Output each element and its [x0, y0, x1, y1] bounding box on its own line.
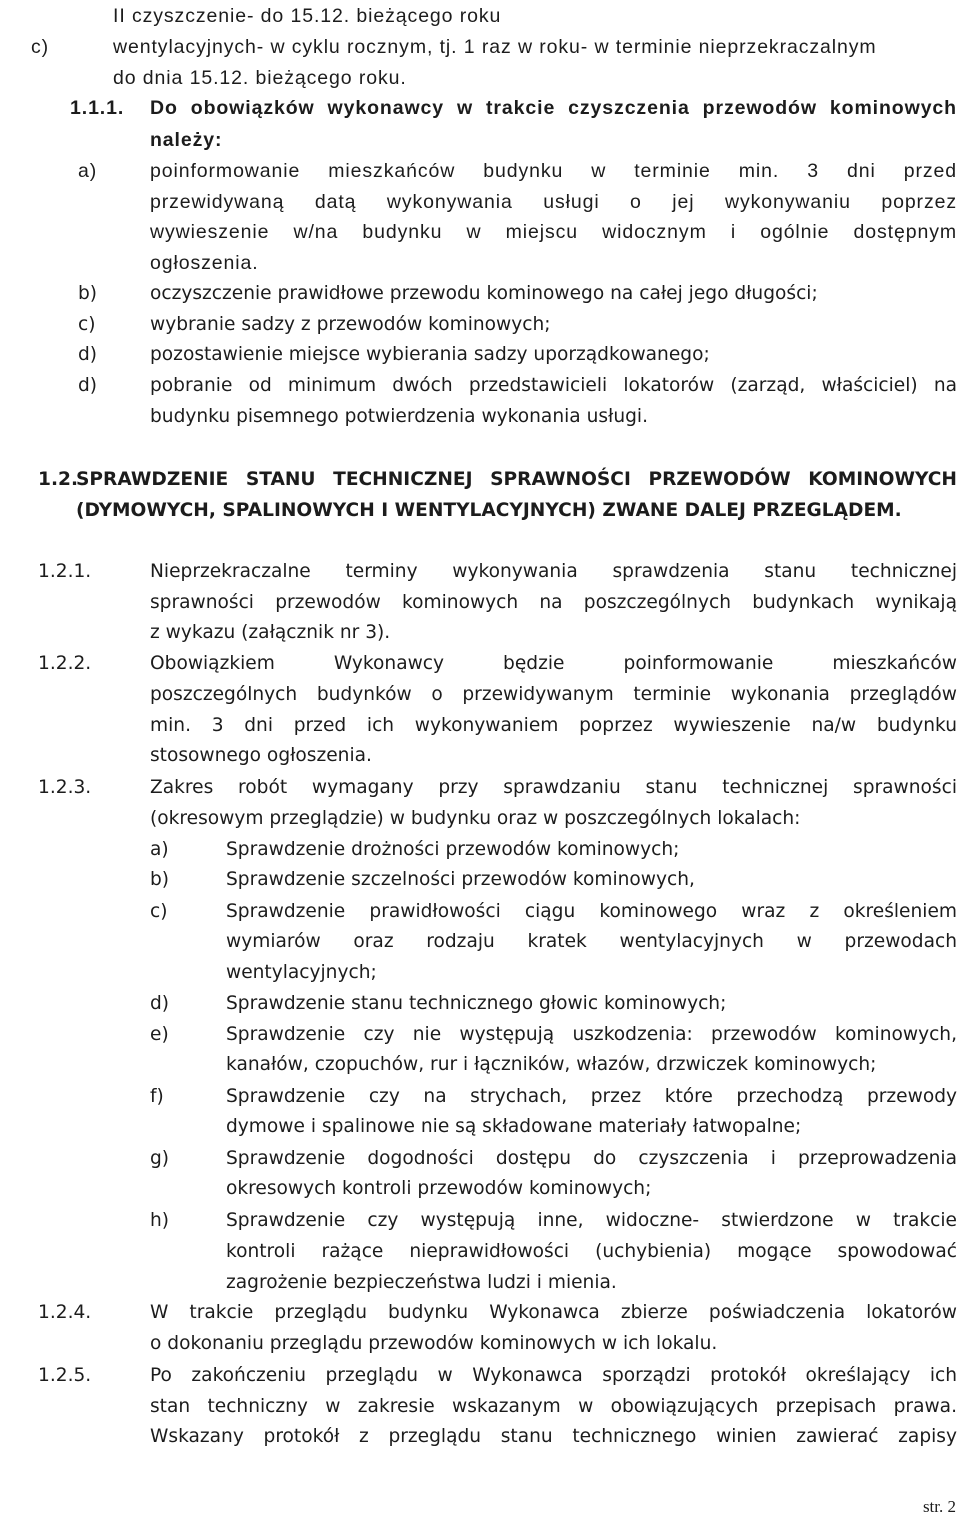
- text-line-content: Sprawdzenie dogodności dostępu do czyszczenia i przeprowadzenia: [226, 1148, 957, 1169]
- text-line-content: Po zakończeniu przeglądu w Wykonawca sporządzi protokół określający ich: [150, 1365, 957, 1386]
- text-line: [0, 370, 960, 402]
- text-line-content: Sprawdzenie stanu technicznego głowic kominowych;: [226, 993, 727, 1014]
- text-line: [0, 834, 960, 866]
- text-line-content: stosownego ogłoszenia.: [150, 745, 372, 766]
- list-marker: 1.2.2.: [38, 653, 92, 674]
- text-line: [0, 1049, 960, 1081]
- list-marker: d): [150, 993, 170, 1014]
- text-line: [0, 1111, 960, 1143]
- text-line: [0, 1360, 960, 1392]
- page-number: str. 2: [922, 1497, 956, 1516]
- text-line-content: pozostawienie miejsce wybierania sadzy uporządkowanego;: [150, 344, 710, 365]
- text-line: [0, 247, 960, 279]
- text-line: [0, 124, 960, 156]
- text-line-content: poszczególnych budynków o przewidywanym terminie wykonania przeglądów: [150, 684, 957, 705]
- text-line: [0, 1421, 960, 1453]
- text-line: [0, 710, 960, 742]
- text-line: [0, 679, 960, 711]
- text-line: [0, 896, 960, 928]
- text-line-content: min. 3 dni przed ich wykonywaniem poprzez wywieszenie na/w budynku: [150, 715, 957, 736]
- list-marker: 1.2.3.: [38, 777, 92, 798]
- text-line-content: SPRAWDZENIE STANU TECHNICZNEJ SPRAWNOŚCI PRZEWODÓW KOMINOWYCH: [76, 469, 957, 490]
- text-line-content: kanałów, czopuchów, rur i łączników, włazów, drzwiczek kominowych;: [226, 1054, 877, 1075]
- text-line: [0, 1081, 960, 1113]
- list-marker: f): [150, 1086, 164, 1107]
- text-line-content: do dnia 15.12. bieżącego roku.: [113, 67, 407, 89]
- text-line: [0, 155, 960, 187]
- list-marker: b): [150, 869, 170, 890]
- text-line: [0, 740, 960, 772]
- text-line: [0, 772, 960, 804]
- text-line-content: kontroli rażące nieprawidłowości (uchybienia) mogące spowodować: [226, 1241, 957, 1262]
- text-line-content: przewidywaną datą wykonywania usługi o jej wykonywaniu poprzez: [150, 191, 957, 213]
- text-line-content: z wykazu (załącznik nr 3).: [150, 622, 391, 643]
- text-line: [0, 464, 960, 496]
- text-line-content: Sprawdzenie prawidłowości ciągu kominowego wraz z określeniem: [226, 901, 957, 922]
- text-line: [0, 617, 960, 649]
- text-line-content: ogłoszenia.: [150, 252, 259, 274]
- text-line: [0, 957, 960, 989]
- text-line: [0, 62, 960, 94]
- text-line: [0, 556, 960, 588]
- text-line: [0, 339, 960, 371]
- text-line-content: Sprawdzenie szczelności przewodów kominowych,: [226, 869, 695, 890]
- text-line-content: należy:: [150, 129, 223, 151]
- text-line-content: wentylacyjnych;: [226, 962, 377, 983]
- text-line: [0, 1391, 960, 1423]
- text-line-content: wywieszenie w/na budynku w miejscu widocznym i ogólnie dostępnym: [150, 221, 957, 243]
- text-line-content: sprawności przewodów kominowych na poszczególnych budynkach wynikają: [150, 592, 957, 613]
- text-line: [0, 648, 960, 680]
- text-line-content: oczyszczenie prawidłowe przewodu kominowego na całej jego długości;: [150, 283, 818, 304]
- text-line-content: wentylacyjnych- w cyklu rocznym, tj. 1 raz w roku- w terminie nieprzekraczalnym: [113, 36, 877, 58]
- list-marker: c): [31, 36, 50, 58]
- text-line: [0, 587, 960, 619]
- text-line: [0, 1143, 960, 1175]
- text-line-content: wymiarów oraz rodzaju kratek wentylacyjnych w przewodach: [226, 931, 957, 952]
- list-marker: e): [150, 1024, 169, 1045]
- text-line: [0, 186, 960, 218]
- text-line-content: Wskazany protokół z przeglądu stanu technicznego winien zawierać zapisy: [150, 1426, 957, 1447]
- text-line-content: (okresowym przeglądzie) w budynku oraz w poszczególnych lokalach:: [150, 808, 801, 829]
- text-line: [0, 803, 960, 835]
- text-line-content: budynku pisemnego potwierdzenia wykonania usługi.: [150, 406, 648, 427]
- list-marker: b): [78, 283, 98, 304]
- text-line-content: Obowiązkiem Wykonawcy będzie poinformowanie mieszkańców: [150, 653, 957, 674]
- text-line-content: okresowych kontroli przewodów kominowych;: [226, 1178, 652, 1199]
- text-line-content: dymowe i spalinowe nie są składowane materiały łatwopalne;: [226, 1116, 802, 1137]
- text-line-content: zagrożenie bezpieczeństwa ludzi i mienia.: [226, 1272, 617, 1293]
- text-line-content: pobranie od minimum dwóch przedstawicieli lokatorów (zarząd, właściciel) na: [150, 375, 957, 396]
- text-line: [0, 1205, 960, 1237]
- text-line-content: Nieprzekraczalne terminy wykonywania sprawdzenia stanu technicznej: [150, 561, 957, 582]
- text-line: [0, 92, 960, 124]
- text-line-content: Sprawdzenie czy występują inne, widoczne- stwierdzone w trakcie: [226, 1210, 957, 1231]
- text-line-content: Sprawdzenie czy na strychach, przez które przechodzą przewody: [226, 1086, 957, 1107]
- list-marker: c): [78, 314, 96, 335]
- list-marker: 1.2.4.: [38, 1302, 92, 1323]
- text-line-content: o dokonaniu przeglądu przewodów kominowych w ich lokalu.: [150, 1333, 718, 1354]
- text-line-content: stan techniczny w zakresie wskazanym w obowiązujących przepisach prawa.: [150, 1396, 957, 1417]
- text-line: [0, 495, 960, 527]
- list-marker: 1.2.5.: [38, 1365, 92, 1386]
- text-line: [0, 309, 960, 341]
- text-line: [0, 216, 960, 248]
- text-line-content: Do obowiązków wykonawcy w trakcie czyszczenia przewodów kominowych: [150, 97, 957, 119]
- text-line: [0, 1236, 960, 1268]
- text-line-content: poinformowanie mieszkańców budynku w terminie min. 3 dni przed: [150, 160, 957, 182]
- text-line-content: Sprawdzenie drożności przewodów kominowych;: [226, 839, 680, 860]
- list-marker: d): [78, 344, 98, 365]
- list-marker: h): [150, 1210, 170, 1231]
- text-line: [0, 31, 960, 63]
- text-line: [0, 926, 960, 958]
- list-marker: a): [78, 160, 98, 182]
- list-marker: c): [150, 901, 168, 922]
- text-line: [0, 1297, 960, 1329]
- list-marker: d): [78, 375, 98, 396]
- text-line-content: Sprawdzenie czy nie występują uszkodzenia: przewodów kominowych,: [226, 1024, 957, 1045]
- text-line: [0, 1019, 960, 1051]
- text-line: [0, 401, 960, 433]
- list-marker: 1.2.: [38, 469, 79, 490]
- list-marker: 1.1.1.: [70, 97, 125, 119]
- text-line: [0, 278, 960, 310]
- text-line-content: W trakcie przeglądu budynku Wykonawca zbierze poświadczenia lokatorów: [150, 1302, 957, 1323]
- text-line: [0, 0, 960, 32]
- text-line: [0, 988, 960, 1020]
- list-marker: 1.2.1.: [38, 561, 92, 582]
- text-line: [0, 1173, 960, 1205]
- text-line-content: II czyszczenie- do 15.12. bieżącego roku: [113, 5, 502, 27]
- text-line: [0, 1267, 960, 1299]
- text-line: [0, 1328, 960, 1360]
- list-marker: a): [150, 839, 169, 860]
- list-marker: g): [150, 1148, 170, 1169]
- text-line-content: wybranie sadzy z przewodów kominowych;: [150, 314, 551, 335]
- text-line: [0, 864, 960, 896]
- text-line-content: Zakres robót wymagany przy sprawdzaniu stanu technicznej sprawności: [150, 777, 957, 798]
- text-line-content: (DYMOWYCH, SPALINOWYCH I WENTYLACYJNYCH) ZWANE DALEJ PRZEGLĄDEM.: [76, 500, 902, 521]
